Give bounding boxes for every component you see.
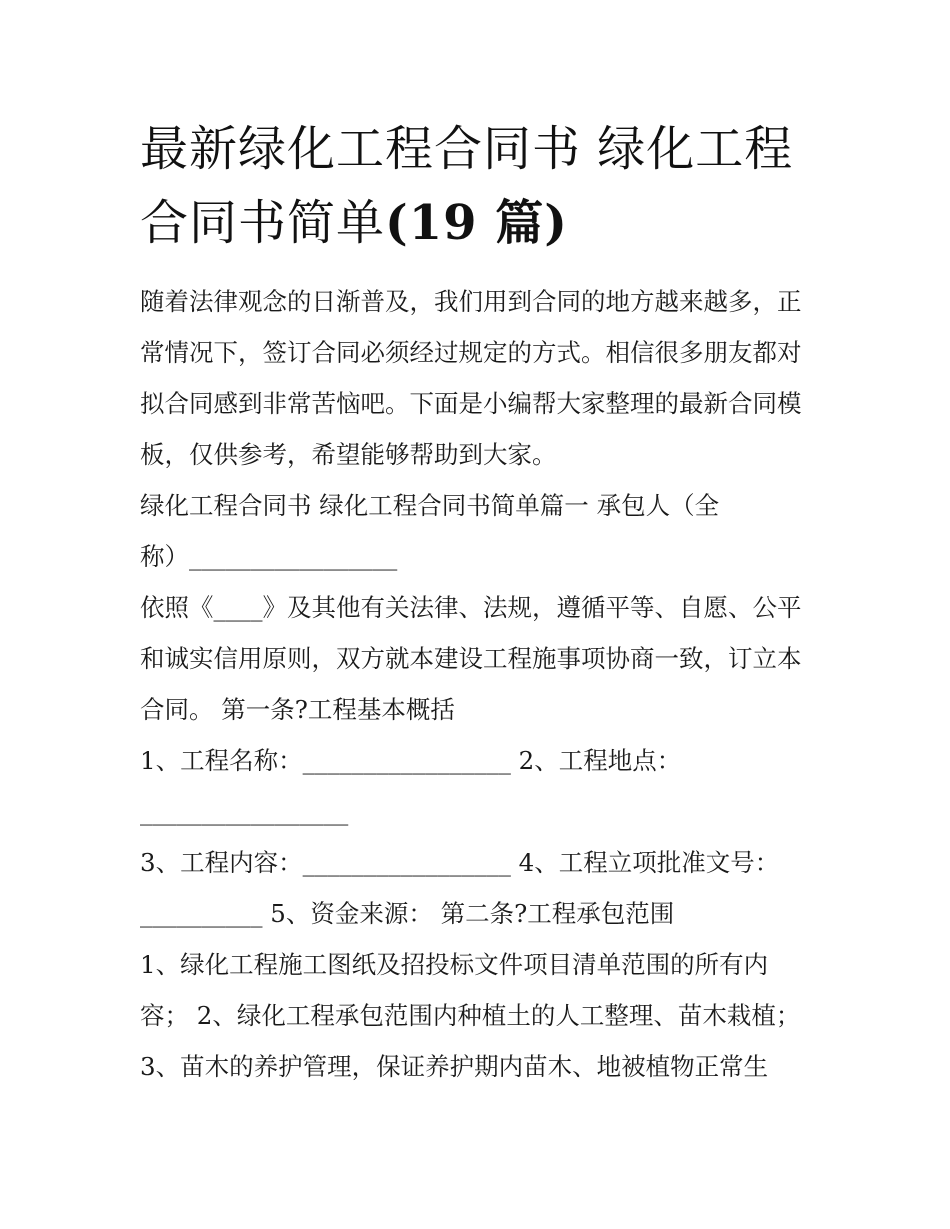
body-line: 容； 2、绿化工程承包范围内种植土的人工整理、苗木栽植；: [140, 1001, 801, 1030]
body-line: 拟合同感到非常苦恼吧。下面是小编帮大家整理的最新合同模: [140, 389, 802, 418]
body-line: _________________: [140, 797, 349, 826]
title-line-2-count: (19 篇): [385, 195, 568, 251]
title-line-2-text: 合同书简单: [140, 195, 386, 251]
body-line: 称）_________________: [140, 542, 398, 571]
body-line: 依照《____》及其他有关法律、法规，遵循平等、自愿、公平: [140, 593, 802, 622]
body-line: 随着法律观念的日渐普及，我们用到合同的地方越来越多，正: [140, 287, 802, 316]
body-line: 绿化工程合同书 绿化工程合同书简单篇一 承包人（全: [140, 491, 720, 520]
body-line: 3、苗木的养护管理，保证养护期内苗木、地被植物正常生: [140, 1052, 769, 1081]
body-line: __________ 5、资金来源： 第二条?工程承包范围: [140, 899, 675, 928]
title-line-2: [140, 186, 820, 260]
body-line: 常情况下，签订合同必须经过规定的方式。相信很多朋友都对: [140, 338, 802, 367]
body-line: 3、工程内容：_________________ 4、工程立项批准文号：: [140, 848, 780, 877]
body-line: 1、绿化工程施工图纸及招投标文件项目清单范围的所有内: [140, 950, 769, 979]
body-line: 1、工程名称：_________________ 2、工程地点：: [140, 746, 682, 775]
body-line: 板，仅供参考，希望能够帮助到大家。: [140, 440, 557, 469]
body-line: 和诚实信用原则，双方就本建设工程施事项协商一致，订立本: [140, 644, 802, 673]
document-title: [140, 112, 820, 260]
document-body: [140, 276, 820, 1092]
title-line-1: 最新绿化工程合同书 绿化工程: [140, 121, 794, 177]
body-line: 合同。 第一条?工程基本概括: [140, 695, 455, 724]
